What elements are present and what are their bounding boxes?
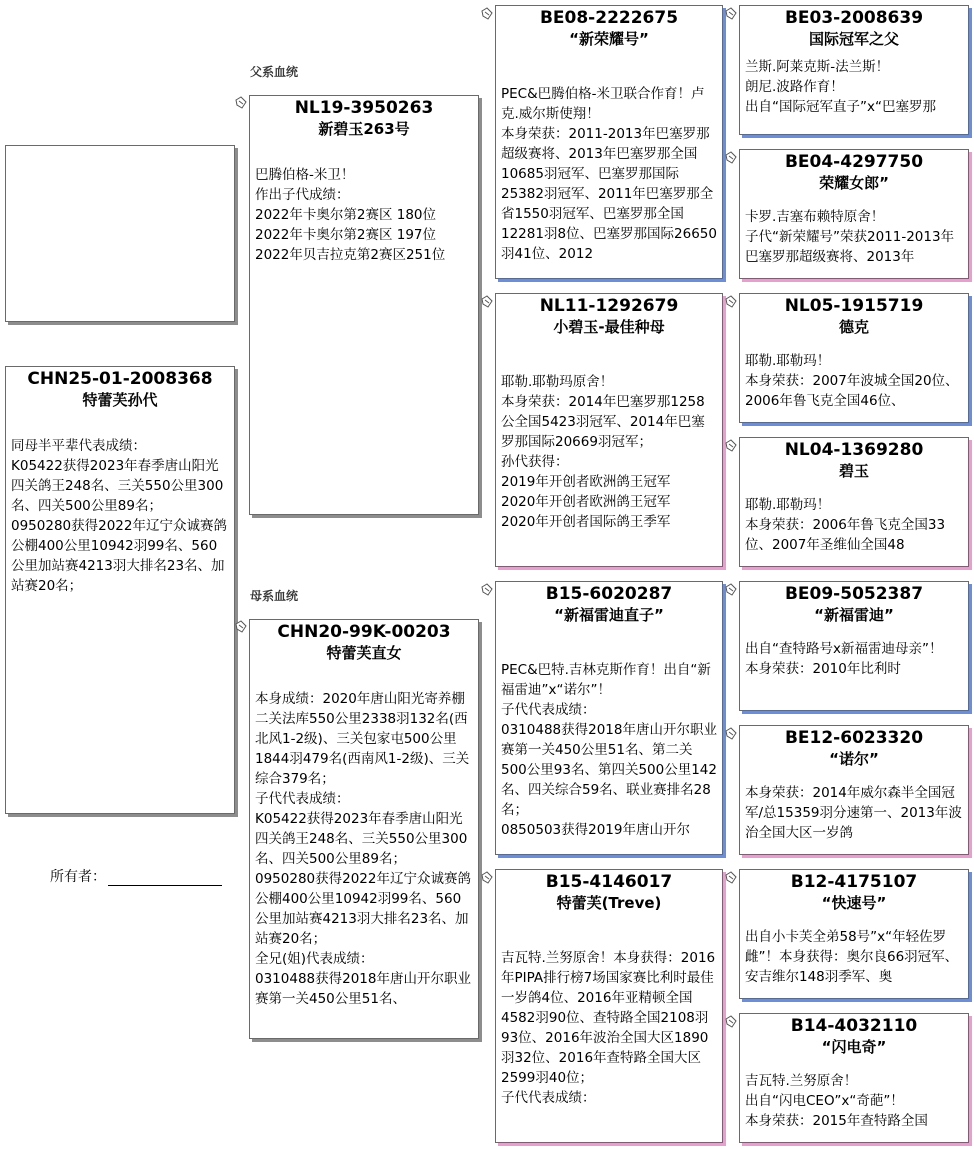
subject-desc-line: K05422获得2023年春季唐山阳光四关鸽王248名、三关550公里300名、四关500公里89名； (11, 458, 224, 514)
ddd-desc-line: 出自“闪电CEO”x“奇葩”！ (745, 1093, 904, 1109)
dam-dam-desc-line: 吉瓦特.兰努原舍！本身获得：2016年PIPA排行榜7场国家赛比利时最佳一岁鸽4位、2016年亚精顿全国4582羽90位、查特路全国2108羽93位、2016年波治全国大区1890羽32位、2016年查特路全国大区2599羽40位； (501, 950, 716, 1086)
paperclip-icon (234, 620, 248, 634)
paperclip-icon (724, 295, 738, 309)
sire-desc-line: 2022年卡奥尔第2赛区 197位 (255, 227, 437, 243)
sire-desc-line: 2022年贝吉拉克第2赛区251位 (255, 247, 446, 263)
sdd-desc (740, 495, 968, 555)
dam-desc (250, 689, 478, 1009)
sss-name: 国际冠军之父 (808, 30, 899, 48)
sss-desc-line: 出自“国际冠军直子”x“巴塞罗那 (745, 99, 936, 115)
dam-desc-line: 子代代表成绩： (255, 791, 350, 807)
paperclip-icon (724, 439, 738, 453)
dss-ring: BE09-5052387 (784, 584, 924, 604)
sire-sire-name: “新荣耀号” (569, 30, 649, 48)
subject-desc-line: 0950280获得2022年辽宁众诚赛鸽公棚400公里10942羽99名、560公里加站赛4213羽大排名23名、加站赛20名； (11, 518, 227, 594)
dss-name: “新福雷迪” (814, 606, 894, 624)
sire-dam-desc (496, 372, 722, 532)
sire-dam-desc-line: 2019年开创者欧洲鸽王冠军 (501, 474, 671, 490)
dam-line-label: 母系血统 (250, 589, 299, 603)
dds-name: “快速号” (821, 894, 887, 912)
sds-desc-line: 耶勒.耶勒玛！ (745, 353, 831, 369)
owner-label: 所有者： (50, 869, 106, 885)
dam-dam-ring: B15-4146017 (545, 872, 673, 892)
dam-sire-desc-line: 0310488获得2018年唐山开尔职业赛第一关450公里51名、第二关500公里93名、第四关500公里142名、四关综合59名、联业赛排名28名； (501, 722, 717, 818)
sire-desc (250, 165, 478, 265)
sire-dam-name: 小碧玉-最佳种母 (553, 318, 665, 336)
sss-desc (740, 57, 968, 117)
paperclip-icon (480, 583, 494, 597)
sds-desc-line: 本身荣获：2007年波城全国20位、2006年鲁飞克全国46位、 (745, 373, 959, 409)
sds-desc (740, 351, 968, 411)
paperclip-icon (724, 871, 738, 885)
dsd-card[interactable] (739, 725, 969, 855)
dam-sire-desc-line: PEC&巴特.吉林克斯作育！出自“新福雷迪”x“诺尔”！ (501, 662, 711, 698)
sds-card[interactable] (739, 293, 969, 423)
sire-sire-desc (496, 84, 722, 264)
ddd-name: “闪电奇” (821, 1038, 887, 1056)
dam-desc-line: K05422获得2023年春季唐山阳光四关鸽王248名、三关550公里300名、四关500公里89名； (255, 811, 468, 867)
sire-dam-ring: NL11-1292679 (539, 296, 679, 316)
paperclip-icon (480, 295, 494, 309)
sire-sire-ring: BE08-2222675 (539, 8, 679, 28)
dam-sire-card[interactable] (495, 581, 723, 855)
paperclip-icon (480, 871, 494, 885)
dsd-name: “诺尔” (829, 750, 879, 768)
sire-dam-desc-line: 2020年开创者国际鸽王季军 (501, 514, 671, 530)
ddd-ring: B14-4032110 (790, 1016, 918, 1036)
ssd-card[interactable] (739, 149, 969, 279)
dss-desc-line: 本身荣获：2010年比利时 (745, 661, 901, 677)
dds-desc-line: 出自小卡芙全弟58号”x“年轻佐罗雌”！本身获得：奥尔良66羽冠军、安吉维尔148羽季军、奥 (745, 929, 959, 985)
dam-sire-desc (496, 660, 722, 840)
subject-name: 特蕾芙孙代 (82, 391, 158, 409)
ddd-desc (740, 1071, 968, 1131)
owner-field[interactable] (50, 866, 222, 886)
dam-sire-desc-line: 子代代表成绩： (501, 702, 596, 718)
paperclip-icon (724, 727, 738, 741)
dam-desc-line: 0950280获得2022年辽宁众诚赛鸽公棚400公里10942羽99名、560公里加站赛4213羽大排名23名、加站赛20名； (255, 871, 471, 947)
paperclip-icon (480, 7, 494, 21)
ddd-card[interactable] (739, 1013, 969, 1143)
dam-desc-line: 0310488获得2018年唐山开尔职业赛第一关450公里51名、 (255, 971, 471, 1007)
dam-dam-card[interactable] (495, 869, 723, 1143)
dam-desc-line: 本身成绩：2020年唐山阳光寄养棚二关法库550公里2338羽132名(西北风1-2级)、三关包家屯500公里1844羽479名(西南风1-2级)、三关综合379名； (255, 691, 470, 787)
dam-dam-name: 特蕾芙(Treve) (556, 894, 662, 912)
sdd-ring: NL04-1369280 (784, 440, 924, 460)
photo-placeholder (5, 145, 235, 322)
sire-sire-desc-line: 本身荣获：2011-2013年巴塞罗那超级赛将、2013年巴塞罗那全国10685羽冠军、巴塞罗那国际25382羽冠军、2011年巴塞罗那全省1550羽冠军、巴塞罗那全国12281羽8位、巴塞罗那国际26650羽41位、2012 (501, 126, 717, 262)
dam-sire-name: “新福雷迪直子” (554, 606, 664, 624)
dam-dam-desc-line: 子代代表成绩： (501, 1090, 596, 1106)
sire-desc-line: 巴腾伯格-米卫！ (255, 167, 355, 183)
ssd-desc-line: 子代“新荣耀号”荣获2011-2013年巴塞罗那超级赛将、2013年 (745, 229, 955, 265)
dam-name: 特蕾芙直女 (326, 644, 402, 662)
ssd-desc (740, 207, 968, 267)
subject-desc (6, 436, 234, 596)
sire-ring: NL19-3950263 (294, 98, 434, 118)
dam-dam-desc (496, 948, 722, 1108)
subject-desc-line: 同母半平辈代表成绩： (11, 438, 146, 454)
dam-desc-line: 全兄(姐)代表成绩： (255, 951, 374, 967)
dds-card[interactable] (739, 869, 969, 999)
sss-ring: BE03-2008639 (784, 8, 924, 28)
dsd-desc-line: 本身荣获：2014年威尔森半全国冠军/总15359羽分速第一、2013年波治全国大区一岁鸽 (745, 785, 962, 841)
sss-desc-line: 朗尼.波路作育！ (745, 79, 844, 95)
ssd-ring: BE04-4297750 (784, 152, 924, 172)
subject-card[interactable] (5, 366, 235, 814)
ssd-desc-line: 卡罗.吉塞布赖特原舍！ (745, 209, 885, 225)
owner-line[interactable] (108, 869, 222, 886)
dsd-desc (740, 783, 968, 843)
sire-dam-desc-line: 2020年开创者欧洲鸽王冠军 (501, 494, 671, 510)
sire-dam-desc-line: 耶勒.耶勒玛原舍！ (501, 374, 614, 390)
sire-line-label: 父系血统 (250, 65, 299, 79)
sire-dam-desc-line: 孙代获得： (501, 454, 569, 470)
dds-desc (740, 927, 968, 987)
sire-dam-desc-line: 本身荣获：2014年巴塞罗那1258公全国5423羽冠军、2014年巴塞罗那国际20669羽冠军； (501, 394, 705, 450)
sdd-desc-line: 本身荣获：2006年鲁飞克全国33位、2007年圣维仙全国48 (745, 517, 946, 553)
paperclip-icon (724, 583, 738, 597)
dam-sire-desc-line: 0850503获得2019年唐山开尔 (501, 822, 690, 838)
subject-ring: CHN25-01-2008368 (27, 369, 213, 389)
dss-card[interactable] (739, 581, 969, 711)
dds-ring: B12-4175107 (790, 872, 918, 892)
dam-sire-ring: B15-6020287 (545, 584, 673, 604)
sire-name: 新碧玉263号 (318, 120, 410, 138)
paperclip-icon (724, 151, 738, 165)
sire-dam-card[interactable] (495, 293, 723, 567)
ssd-name: 荣耀女郎” (819, 174, 889, 192)
dam-ring: CHN20-99K-00203 (277, 622, 451, 642)
ddd-desc-line: 本身荣获：2015年查特路全国 (745, 1113, 928, 1129)
paperclip-icon (234, 96, 248, 110)
sdd-name: 碧玉 (838, 462, 869, 480)
sss-desc-line: 兰斯.阿莱克斯-法兰斯！ (745, 59, 890, 75)
sire-sire-card[interactable] (495, 5, 723, 279)
sire-desc-line: 2022年卡奥尔第2赛区 180位 (255, 207, 437, 223)
dss-desc (740, 639, 968, 679)
sds-name: 德克 (838, 318, 869, 336)
ddd-desc-line: 吉瓦特.兰努原舍！ (745, 1073, 858, 1089)
dss-desc-line: 出自“查特路号x新福雷迪母亲”！ (745, 641, 943, 657)
sss-card[interactable] (739, 5, 969, 135)
sire-card[interactable] (249, 95, 479, 515)
paperclip-icon (724, 7, 738, 21)
sire-sire-desc-line: PEC&巴腾伯格-米卫联合作育！卢克.威尔斯使翔！ (501, 86, 705, 122)
sdd-desc-line: 耶勒.耶勒玛！ (745, 497, 831, 513)
dam-card[interactable] (249, 619, 479, 1039)
sire-desc-line: 作出子代成绩： (255, 187, 350, 203)
paperclip-icon (724, 1015, 738, 1029)
sds-ring: NL05-1915719 (784, 296, 924, 316)
dsd-ring: BE12-6023320 (784, 728, 924, 748)
sdd-card[interactable] (739, 437, 969, 567)
